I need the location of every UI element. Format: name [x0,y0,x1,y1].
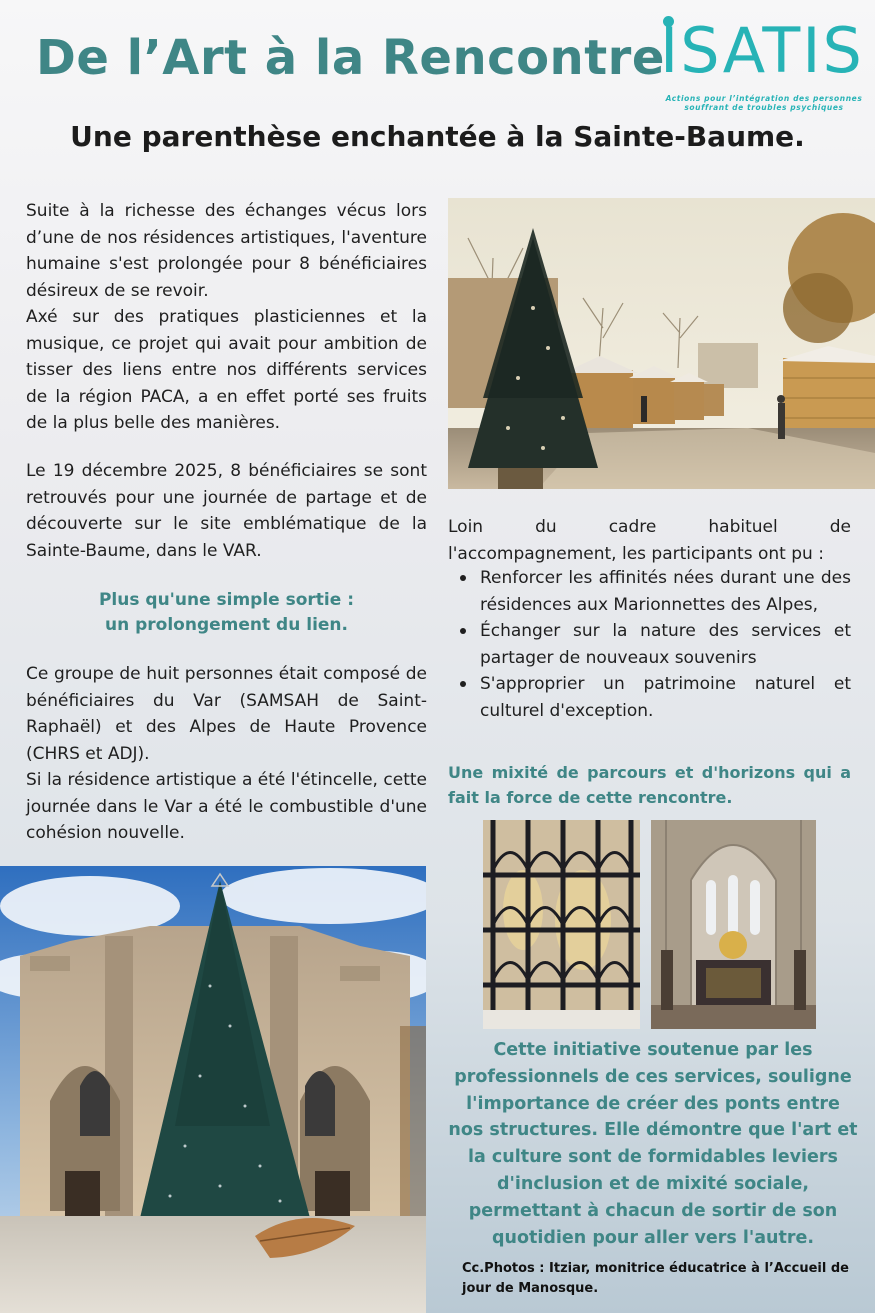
closing-line: d'inclusion et de mixité sociale, [497,1173,809,1194]
group-paragraph [26,661,427,847]
group-text-2: Si la résidence artistique a été l'étincelle, cette journée dans le Var a été le combustible d'une cohésion nouvelle. [26,770,427,843]
closing-statement [440,1037,866,1251]
bullet-item: Échanger sur la nature des services et partager de nouveaux souvenirs [448,618,851,671]
closing-line: permettant à chacun de sortir de son [468,1200,838,1221]
intro-paragraph [26,198,427,437]
bullet-item: S'approprier un patrimoine naturel et culturel d'exception. [448,671,851,724]
date-paragraph: Le 19 décembre 2025, 8 bénéficiaires se sont retrouvés pour une journée de partage et de découverte sur le site emblématique de la Sainte-Baume, dans le VAR. [26,461,427,561]
logo-tagline [664,94,864,112]
closing-line: Cette initiative soutenue par les [493,1040,813,1060]
intro-text-1: Suite à la richesse des échanges vécus lors d’une de nos résidences artistiques, l'aventure humaine s'est prolongée pour 8 bénéficiaires désireux de se revoir. [26,201,427,301]
isatis-logo [660,14,865,114]
logo-tagline-line2: souffrant de troubles psychiques [684,103,844,112]
closing-line: quotidien pour aller vers l'autre. [492,1227,814,1248]
christmas-market-photo [448,198,875,489]
participants-intro-line2: l'accompagnement, les participants ont pu : [448,543,824,564]
highlight-line-2: un prolongement du lien. [105,615,348,635]
highlight-line-1: Plus qu'une simple sortie : [98,590,355,610]
cathedral-nave-photo [651,820,816,1029]
closing-line: professionnels de ces services, souligne [454,1066,852,1087]
mixite-highlight: Une mixité de parcours et d'horizons qui a fait la force de cette rencontre. [448,763,851,807]
participants-intro-line1: Loin du cadre habituel de [448,517,851,537]
photo-credits: Cc.Photos : Itziar, monitrice éducatrice à l’Accueil de jour de Manosque. [462,1261,849,1296]
page-title: De l’Art à la Rencontre [36,30,665,86]
logo-word: ISATIS [660,14,864,87]
section-highlight [26,588,427,638]
ornate-gate-photo [483,820,640,1029]
logo-tagline-line1: Actions pour l’intégration des personnes [665,94,863,103]
intro-text-2: Axé sur des pratiques plasticiennes et la musique, ce projet qui avait pour ambition de tisser des liens entre nos différents services de la région PACA, a en effet porté ses fruits de la plus belle des manières. [26,307,427,433]
page-subtitle: Une parenthèse enchantée à la Sainte-Baume. [70,120,805,153]
basilica-christmas-tree-photo [0,866,426,1313]
closing-line: nos structures. Elle démontre que l'art et [448,1120,858,1141]
bullet-item: Renforcer les affinités nées durant une des résidences aux Marionnettes des Alpes, [448,565,851,618]
participants-bullets [448,565,851,724]
participants-intro [448,514,851,567]
group-text-1: Ce groupe de huit personnes était composé de bénéficiaires du Var (SAMSAH de Saint-Raphaël) et des Alpes de Haute Provence (CHRS et ADJ). [26,664,427,764]
closing-line: la culture sont de formidables leviers [468,1147,838,1168]
closing-line: l'importance de créer des ponts entre [466,1093,840,1114]
